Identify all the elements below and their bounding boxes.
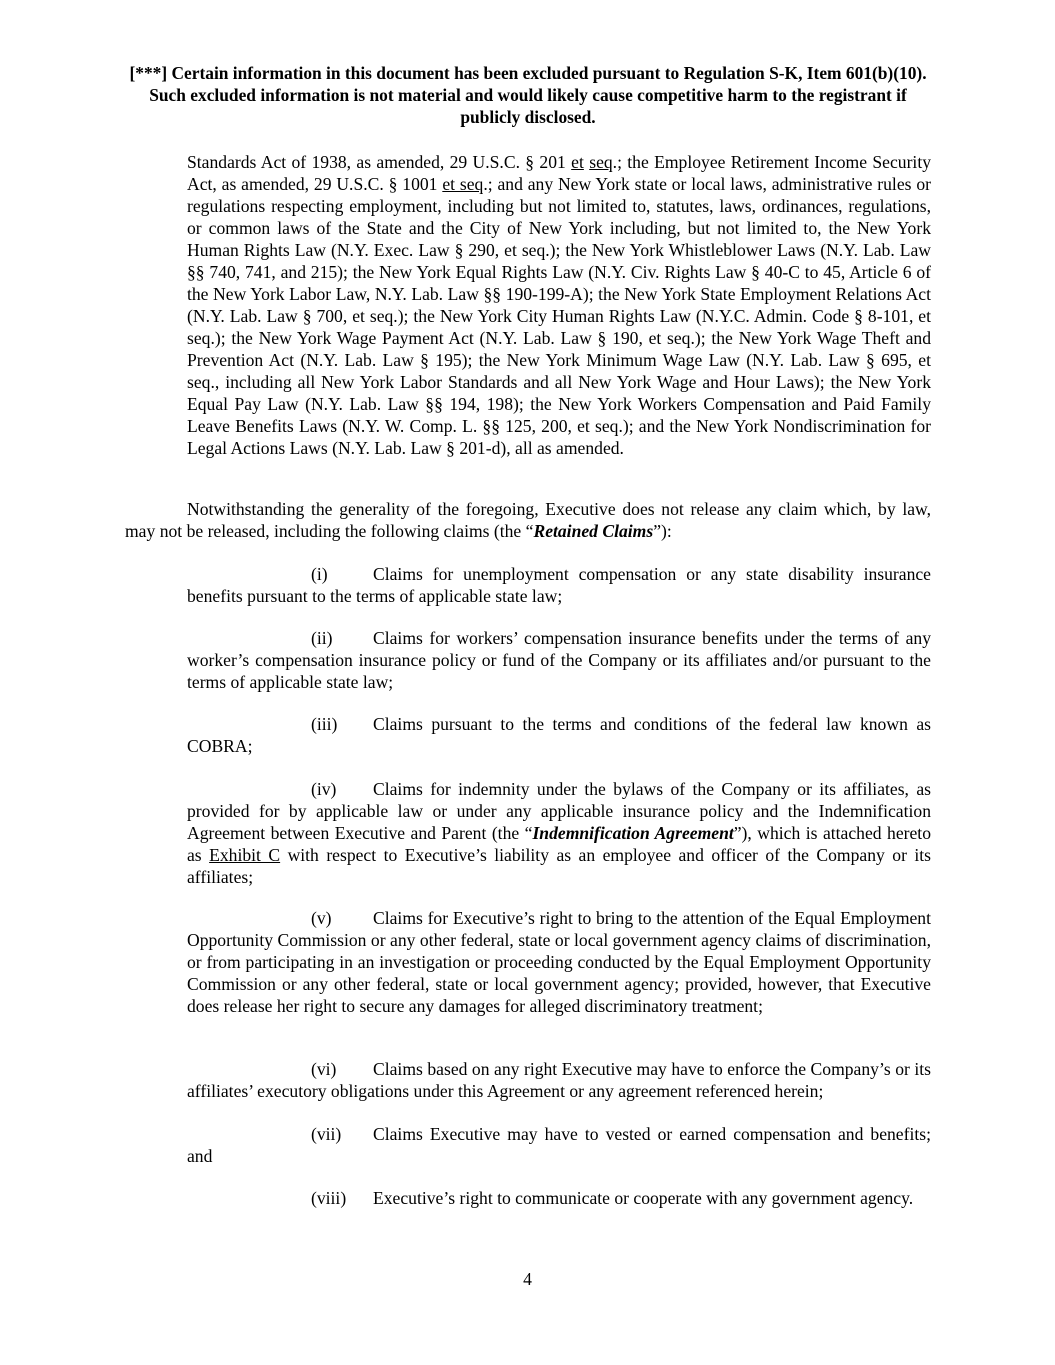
claim-item-vii (187, 1123, 931, 1167)
claim-item-ii (187, 627, 931, 693)
claim-item-iii (187, 713, 931, 757)
item-number: (vi) (311, 1059, 337, 1079)
confidentiality-header: [***] Certain information in this document has been excluded pursuant to Regulation S-K, Item 601(b)(10). Such excluded information is not material and would likely cause competitive harm to the registrant if publicly disclosed. (129, 63, 927, 127)
item-text: Claims based on any right Executive may have to enforce the Company’s or its affiliates’ executory obligations under this Agreement or any agreement referenced herein; (187, 1059, 931, 1101)
item-number: (iv) (311, 779, 337, 799)
item-number: (ii) (311, 628, 333, 648)
claim-item-vi (187, 1058, 931, 1102)
et-seq-term: et seq (442, 174, 484, 194)
item-text: Claims for Executive’s right to bring to the attention of the Equal Employment Opportunity Commission or any other federal, state or local government agency claims of discrimination, or from participating in an investigation or proceeding conducted by the Equal Employment Opportunity Commission or any other federal, state or local government agency; provided, however, that Executive does release her right to secure any damages for alleged discriminatory treatment; (187, 908, 931, 1016)
exhibit-c-reference: Exhibit C (209, 845, 281, 865)
item-number: (iii) (311, 714, 338, 734)
defined-term-indemnification-agreement: Indemnification Agreement (532, 823, 734, 843)
claim-item-i (187, 563, 931, 607)
item-text: Claims pursuant to the terms and conditions of the federal law known as COBRA; (187, 714, 931, 756)
item-text: Executive’s right to communicate or cooperate with any government agency. (373, 1188, 914, 1208)
et-seq-term: et (571, 152, 584, 172)
item-number: (viii) (311, 1188, 347, 1208)
claim-item-viii (187, 1187, 931, 1209)
item-number: (v) (311, 908, 332, 928)
item-text: Claims Executive may have to vested or earned compensation and benefits; and (187, 1124, 931, 1166)
paragraph-statutes-continued: Standards Act of 1938, as amended, 29 U.S.C. § 201 et seq.; the Employee Retirement Income Security Act, as amended, 29 U.S.C. § 1001 et seq.; and any New York state or local laws, administrative rules or regulations respecting employment, including but not limited to, statutes, laws, ordinances, regulations, or common laws of the State and the City of New York including, but not limited to, the New York Human Rights Law (N.Y. Exec. Law § 290, et seq.); the New York Whistleblower Laws (N.Y. Lab. Law §§ 740, 741, and 215); the New York Equal Rights Law (N.Y. Civ. Rights Law § 40-C to 45, Article 6 of the New York Labor Law, N.Y. Lab. Law §§ 190-199-A); the New York State Employment Relations Act (N.Y. Lab. Law § 700, et seq.); the New York City Human Rights Law (N.Y.C. Admin. Code § 8-101, et seq.); the New York Wage Payment Act (N.Y. Lab. Law § 190, et seq.); the New York Wage Theft and Prevention Act (N.Y. Lab. Law § 195); the New York Minimum Wage Law (N.Y. Lab. Law § 695, et seq., including all New York Labor Standards and all New York Wage and Hour Laws); the New York Equal Pay Law (N.Y. Lab. Law §§ 194, 198); the New York Workers Compensation and Paid Family Leave Benefits Laws (N.Y. W. Comp. L. §§ 125, 200, et seq.); and the New York Nondiscrimination for Legal Actions Laws (N.Y. Lab. Law § 201-d), all as amended. (187, 152, 932, 458)
page-number: 4 (523, 1269, 532, 1289)
claim-item-v (187, 907, 931, 1017)
claim-item-iv: (iv) Claims for indemnity under the bylaws of the Company or its affiliates, as provided for by applicable law or under any applicable insurance policy and the Indemnification Agreement between Executive and Parent (the “Indemnification Agreement”), which is attached hereto as Exhibit C with respect to Executive’s liability as an employee and officer of the Company or its affiliates; (187, 779, 932, 887)
defined-term-retained-claims: Retained Claims (533, 521, 654, 541)
item-text: Claims for unemployment compensation or any state disability insurance benefits pursuant to the terms of applicable state law; (187, 564, 931, 606)
et-seq-term: seq (589, 152, 613, 172)
paragraph-retained-claims-intro: Notwithstanding the generality of the foregoing, Executive does not release any claim which, by law, may not be released, including the following claims (the “Retained Claims”): (125, 499, 931, 541)
item-number: (vii) (311, 1124, 342, 1144)
item-text: Claims for workers’ compensation insurance benefits under the terms of any worker’s compensation insurance policy or fund of the Company or its affiliates and/or pursuant to the terms of applicable state law; (187, 628, 931, 692)
item-number: (i) (311, 564, 328, 584)
